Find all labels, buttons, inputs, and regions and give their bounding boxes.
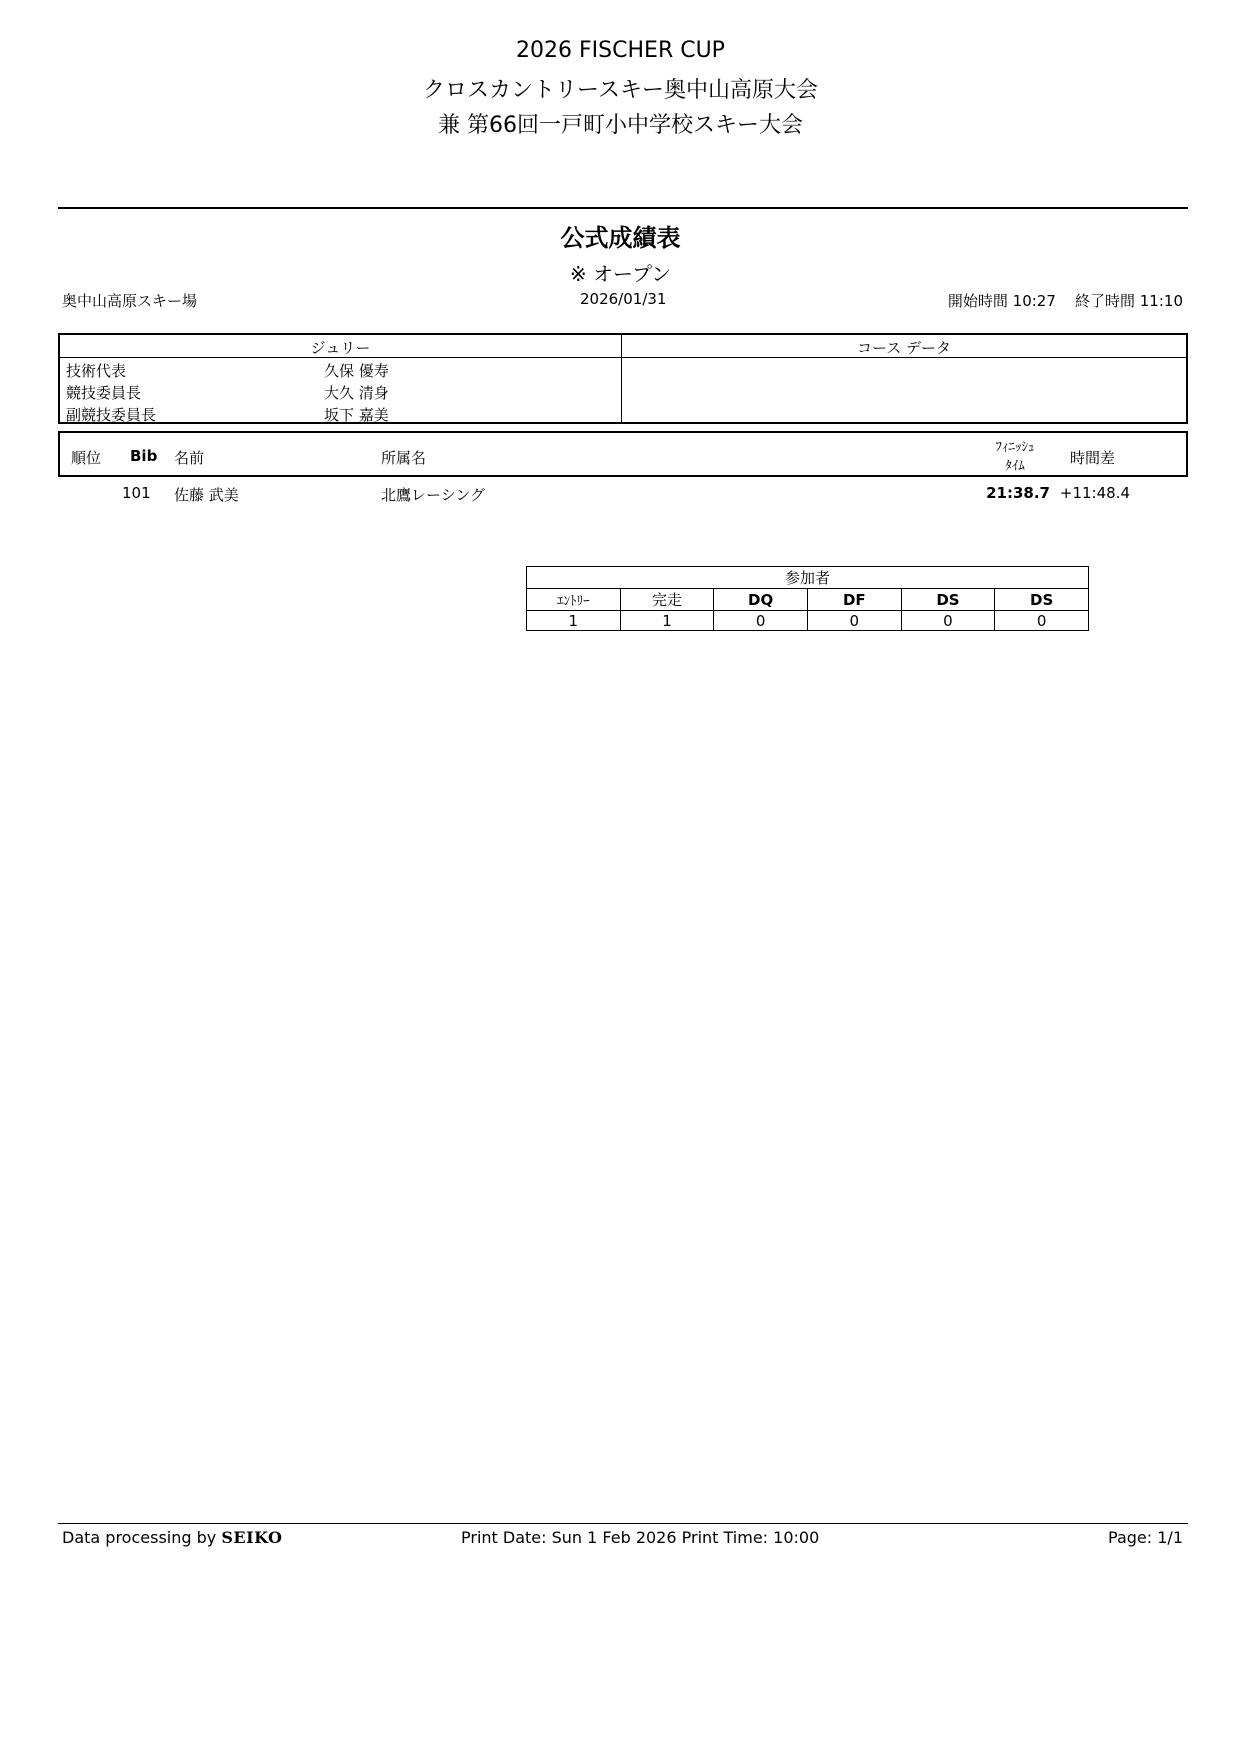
start-label: 開始時間 [947, 292, 1008, 310]
result-club: 北鷹レーシング [381, 486, 486, 504]
venue: 奥中山高原スキー場 [62, 292, 198, 310]
participants-value: 0 [901, 611, 995, 631]
event-title-line3: 兼 第66回一戸町小中学校スキー大会 [438, 113, 803, 138]
jury-title: ジュリー [310, 339, 371, 357]
jury-role: 技術代表 [66, 362, 127, 380]
col-club: 所属名 [381, 449, 427, 467]
participants-header: DQ [714, 589, 808, 611]
participants-value: 0 [714, 611, 808, 631]
processing-label: Data processing by [62, 1528, 217, 1547]
col-bib: Bib [130, 447, 158, 465]
participants-title: 参加者 [527, 567, 1089, 589]
col-diff: 時間差 [1070, 449, 1116, 467]
footer-divider [58, 1523, 1188, 1524]
participants-value: 1 [527, 611, 621, 631]
category-label: ※ オープン [569, 262, 672, 286]
header-divider [58, 207, 1188, 209]
event-title-line2: クロスカントリースキー奥中山高原大会 [423, 78, 818, 103]
jury-role: 競技委員長 [66, 384, 142, 402]
doc-title: 公式成績表 [560, 224, 681, 252]
result-time: 21:38.7 [986, 484, 1050, 502]
participants-value: 0 [807, 611, 901, 631]
time-range [948, 290, 1183, 311]
result-bib: 101 [122, 484, 151, 502]
race-date: 2026/01/31 [580, 290, 667, 308]
jury-role: 副競技委員長 [66, 406, 157, 424]
print-info: Print Date: Sun 1 Feb 2026 Print Time: 10:00 [461, 1528, 820, 1547]
jury-box [58, 333, 1188, 424]
start-time: 10:27 [1012, 292, 1056, 310]
participants-header: 完走 [620, 589, 714, 611]
results-header [58, 431, 1188, 477]
jury-name: 坂下 嘉美 [324, 406, 389, 424]
participants-header: DS [901, 589, 995, 611]
participants-table [526, 566, 1089, 631]
course-data-title: コース データ [856, 339, 952, 357]
end-label: 終了時間 [1074, 292, 1135, 310]
participants-value: 0 [995, 611, 1089, 631]
table-row [58, 484, 1188, 506]
result-diff: +11:48.4 [1059, 484, 1130, 502]
page-number: Page: 1/1 [1108, 1528, 1183, 1547]
participants-header: ｴﾝﾄﾘｰ [527, 589, 621, 611]
jury-name: 大久 清身 [324, 384, 389, 402]
participants-header: DF [807, 589, 901, 611]
event-title-line1: 2026 FISCHER CUP [516, 38, 725, 63]
seiko-logo: SEIKO [221, 1528, 283, 1547]
col-name: 名前 [174, 449, 205, 467]
col-rank: 順位 [71, 449, 102, 467]
participants-value: 1 [620, 611, 714, 631]
jury-name: 久保 優寿 [324, 362, 389, 380]
col-finish-top: ﾌｨﾆｯｼｭ [995, 440, 1035, 455]
result-name: 佐藤 武美 [174, 486, 239, 504]
footer-processing [62, 1528, 282, 1547]
end-time: 11:10 [1139, 292, 1183, 310]
participants-header: DS [995, 589, 1089, 611]
col-finish-bottom: ﾀｲﾑ [1005, 459, 1025, 474]
